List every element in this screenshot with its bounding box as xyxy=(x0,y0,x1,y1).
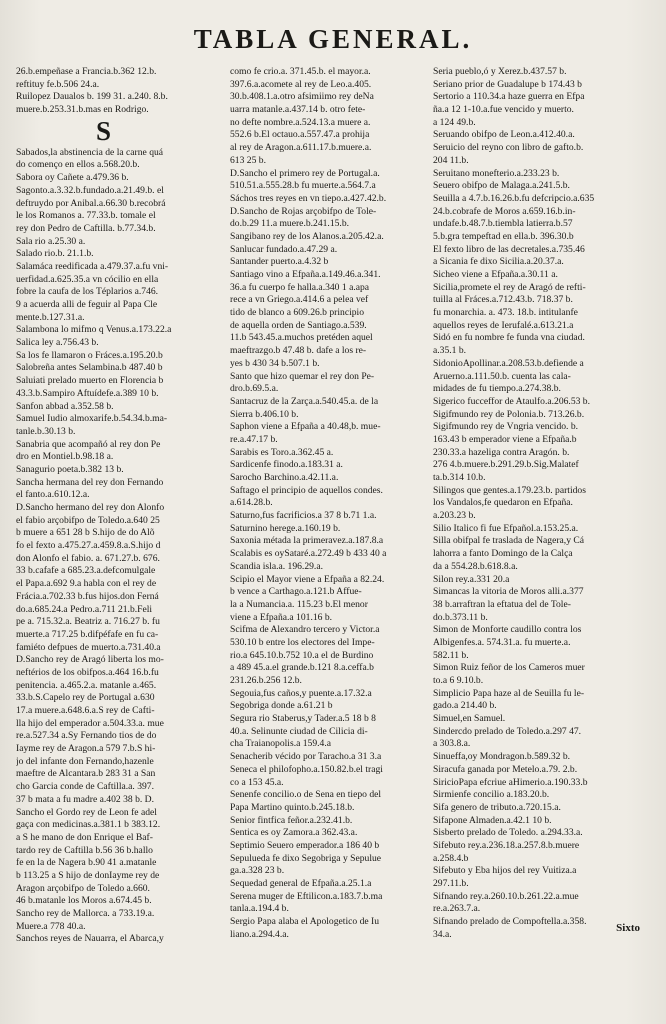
index-entry-line: co a 153 45.a. xyxy=(230,776,284,788)
index-entry-line: Sergio Papa alaba el Apologetico de Iu xyxy=(230,916,380,928)
index-entry-line: Seuilla a 4.7.b.16.26.b.fu defcripcio.a.635 xyxy=(433,192,595,204)
index-entry-line: 40.a. Selinunte ciudad de Cilicia di- xyxy=(230,725,368,737)
index-entry-line: el Papa.a.692 9.a habla con el rey de xyxy=(16,578,157,590)
index-entry-line: 11.b 543.45.a.muchos pretéden aquel xyxy=(230,332,373,344)
index-entry-line: le los Romanos a. 77.33.b. tomale el xyxy=(16,210,156,222)
index-entry-line: ga.a.328 23 b. xyxy=(230,865,285,877)
index-entry-line: a S he mano de don Enrique el Baf- xyxy=(16,831,153,843)
index-entry-line: 36.a fu cuerpo fe halla.a.340 1 a.apa xyxy=(230,281,370,293)
index-entry-line: Sifapone Almaden.a.42.1 10 b. xyxy=(433,814,552,826)
index-entry-line: SidonioApollinar.a.208.53.b.defiende a xyxy=(433,357,584,369)
index-entry-line: 43.3.b.Sampiro Aftuídefe.a.389 10 b. xyxy=(16,387,159,399)
index-entry-line: Sirmienfe concilio a.183.20.b. xyxy=(433,789,550,801)
index-entry-line: Papa Martino quinto.b.245.18.b. xyxy=(230,801,355,813)
index-entry-line: a.35.1 b. xyxy=(433,345,467,357)
index-column-2 xyxy=(230,66,430,941)
index-entry-line: no defte nombre.a.524.13.a muere a. xyxy=(230,116,371,128)
index-entry-line: el fanto.a.610.12.a. xyxy=(16,489,90,501)
index-entry-line: fo el fexto a.475.27.a.459.8.a.S.hijo d xyxy=(16,540,161,552)
index-entry-line: Segouia,fus caños,y puente.a.17.32.a xyxy=(230,687,372,699)
index-entry-line: Scifma de Alexandro tercero y Victor.a xyxy=(230,624,380,636)
index-entry-line: fobre la caufa de los Téplarios a.746. xyxy=(16,286,159,298)
index-entry-line: 5.b.gra tempeftad en ella.b. 396.30.b xyxy=(433,230,574,242)
index-entry-line: Sanabria que acompañó al rey don Pe xyxy=(16,438,161,450)
index-entry-line: a.258.4.b xyxy=(433,852,469,864)
index-entry-line: Sala rio a.25.30 a. xyxy=(16,235,86,247)
index-entry-line: 552.6 b.El octauo.a.557.47.a prohija xyxy=(230,129,370,141)
index-entry-line: D.Sancho de Rojas arçobifpo de Tole- xyxy=(230,205,377,217)
index-entry-line: jo del infante don Fernando,hazenle xyxy=(16,755,154,767)
index-entry-line: lla hijo del emperador a.504.33.a. mue xyxy=(16,717,164,729)
index-entry-line: Senior fintfica feñor.a.232.41.b. xyxy=(230,814,353,826)
index-entry-line: Saftago el principio de aquellos condes. xyxy=(230,484,383,496)
index-entry-line: re.a.47.17 b. xyxy=(230,433,278,445)
index-entry-line: 34.a. xyxy=(433,928,452,940)
index-entry-line: do.b.373.11 b. xyxy=(433,611,488,623)
index-entry-line: viene a Efpaña.a 101.16 b. xyxy=(230,611,333,623)
index-entry-line: Aruerno.a.111.50.b. cuenta las cala- xyxy=(433,370,571,382)
index-entry-line: Seruicio del reyno con libro de gafto.b. xyxy=(433,142,584,154)
index-entry-line: liano.a.294.4.a. xyxy=(230,928,289,940)
index-entry-line: reftituy fe.b.506 24.a. xyxy=(16,78,100,90)
index-entry-line: midades de fu tiempo.a.274.38.b. xyxy=(433,383,561,395)
index-entry-line: maeftrazgo.b 47.48 b. dafe a los re- xyxy=(230,345,367,357)
index-entry-line: gado.a 214.40 b. xyxy=(433,700,497,712)
column-1-lines-before xyxy=(16,66,226,117)
index-entry-line: Sigifmundo rey de Vngria vencido. b. xyxy=(433,421,579,433)
index-entry-line: Santo que hizo quemar el rey don Pe- xyxy=(230,370,375,382)
index-entry-line: D.Sancho el primero rey de Portugal.a. xyxy=(230,167,380,179)
index-entry-line: el fabio arçobifpo de Toledo.a.640 25 xyxy=(16,514,160,526)
index-entry-line: Silla obifpal fe traslada de Nagera,y Cá xyxy=(433,535,585,547)
page-title: TABLA GENERAL. xyxy=(193,24,473,54)
index-entry-line: Simon Ruiz feñor de los Cameros muer xyxy=(433,662,585,674)
index-entry-line: Sindercdo prelado de Toledo.a.297 47. xyxy=(433,725,582,737)
index-entry-line: 510.51.a.555.28.b fu muerte.a.564.7.a xyxy=(230,180,376,192)
index-entry-line: to.a 6 9.10.b. xyxy=(433,675,484,686)
index-entry-line: a 303.8.a. xyxy=(433,738,471,750)
index-entry-line: 33.b.S.Capelo rey de Portugal a.630 xyxy=(16,692,155,704)
index-entry-line: Segobriga donde a.61.21 b xyxy=(230,700,333,712)
index-entry-line: Salambona lo mifmo q Venus.a.173.22.a xyxy=(16,324,172,336)
index-entry-line: do.b.29 11.a muere.b.241.15.b. xyxy=(230,218,350,230)
index-entry-line: Septimio Seuero emperador.a 186 40 b xyxy=(230,839,380,851)
index-entry-line: Seneca el philofopho.a.150.82.b.el tragi xyxy=(230,763,383,775)
index-entry-line: 30.b.408.1.a.otro afsimiimo rey deNa xyxy=(230,91,374,103)
index-entry-line: gaça con medicinas.a.381.1 b 383.12. xyxy=(16,819,161,831)
index-entry-line: rey don Pedro de Caftilla. b.77.34.b. xyxy=(16,222,156,234)
index-entry-line: D.Sancho hermano del rey don Alonfo xyxy=(16,502,165,513)
index-entry-line: Salobreña antes Selambina.b 487.40 b xyxy=(16,362,163,374)
index-entry-line: Sentica es oy Zamora.a 362.43.a. xyxy=(230,827,358,839)
index-entry-line: Sepulueda fe dixo Segobriga y Sepulue xyxy=(230,852,382,864)
index-entry-line: Scipio el Mayor viene a Efpaña a 82.24. xyxy=(230,573,385,585)
index-entry-line: 17.a muere.a.648.6.a.S rey de Cafti- xyxy=(16,705,155,716)
index-entry-line: Sicheo viene a Efpaña.a.30.11 a. xyxy=(433,269,558,280)
index-entry-line: Simplicio Papa haze al de Seuilla fu le- xyxy=(433,687,585,699)
index-entry-line: Sa los fe llamaron o Fráces.a.195.20.b xyxy=(16,349,163,361)
index-entry-line: El fexto libro de las decretales.a.735.46 xyxy=(433,243,585,255)
index-entry-line: a.203.23 b. xyxy=(433,510,476,522)
index-entry-line: Sifa genero de tributo.a.720.15.a. xyxy=(433,801,561,813)
index-entry-line: Silio Italico fi fue Efpañol.a.153.25.a. xyxy=(433,522,579,534)
index-entry-line: Iayme rey de Aragon.a 579 7.b.S hi- xyxy=(16,743,156,755)
index-entry-line: deftruydo por Anibal.a.66.30 b.recobrá xyxy=(16,197,166,209)
index-entry-line: 297.11.b. xyxy=(433,878,469,889)
index-entry-line: pe a. 715.32.a. Beatriz a. 716.27 b. fu xyxy=(16,616,160,628)
index-entry-line: Sancho rey de Mallorca. a 733.19.a. xyxy=(16,908,155,919)
index-entry-line: Saxonia métada la primeravez.a.187.8.a xyxy=(230,535,384,547)
index-entry-line: lahorra a fanto Domingo de la Calça xyxy=(433,548,573,560)
index-entry-line: 230.33.a hazeliga contra Aragón. b. xyxy=(433,446,570,458)
index-entry-line: Muere.a 778 40.a. xyxy=(16,920,86,932)
index-entry-line: yes b 430 34 b.507.1 b. xyxy=(230,357,320,369)
index-entry-line: Sinueffa,oy Mondragon.b.589.32 b. xyxy=(433,751,571,763)
index-entry-line: 613 25 b. xyxy=(230,154,266,166)
index-entry-line: rio.a 645.10.b.752 10.a el de Burdino xyxy=(230,649,374,661)
index-entry-line: Seruando obifpo de Leon.a.412.40.a. xyxy=(433,129,575,141)
index-entry-line: a 124 49.b. xyxy=(433,116,476,128)
index-entry-line: Saphon viene a Efpaña a 40.48,b. mue- xyxy=(230,421,381,433)
index-entry-line: de aquella orden de Santiago.a.539. xyxy=(230,319,367,331)
index-entry-line: 26.b.empeñase a Francia.b.362 12.b. xyxy=(16,66,157,77)
index-entry-line: Seria pueblo,ó y Xerez.b.437.57 b. xyxy=(433,66,567,77)
index-entry-line: Frácia.a.702.33 b.fus hijos.don Ferná xyxy=(16,590,159,602)
index-entry-line: b muere a 651 28 b S.hijo de do Alõ xyxy=(16,527,155,539)
index-entry-line: Sardicenfe finodo.a.183.31 a. xyxy=(230,459,343,471)
index-entry-line: Sangibano rey de los Alanos.a.205.42.a. xyxy=(230,230,384,242)
index-entry-line: Senenfe concilio.o de Sena en tiepo del xyxy=(230,789,382,801)
index-entry-line: ta.b.314 10.b. xyxy=(433,472,486,483)
column-1-lines-after xyxy=(16,147,226,946)
index-entry-line: 24.b.cobrafe de Moros a.659.16.b.in- xyxy=(433,205,576,217)
index-entry-line: Salamáca reedificada a.479.37.a.fu vni- xyxy=(16,260,169,272)
index-entry-line: Saturnino herege.a.160.19 b. xyxy=(230,522,341,534)
index-entry-line: Silingos que gentes.a.179.23.b. partidos xyxy=(433,484,586,496)
index-entry-line: dro.b.69.5.a. xyxy=(230,383,279,395)
index-entry-line: Simancas la vitoria de Moros alli.a.377 xyxy=(433,586,584,598)
index-entry-line: 582.11 b. xyxy=(433,649,469,661)
index-entry-line: Sabora oy Cañete a.479.36 b. xyxy=(16,172,129,184)
index-entry-line: Sanagurio poeta.b.382 13 b. xyxy=(16,463,124,475)
index-entry-line: aquellos reyes de Ierufalé.a.613.21.a xyxy=(433,319,574,331)
index-entry-line: muerte.a 717.25 b.difpéfafe en fu ca- xyxy=(16,628,159,640)
index-entry-line: tido de blanco a 609.26.b principio xyxy=(230,307,365,319)
index-entry-line: Sidó en fu nombre fe funda vna ciudad. xyxy=(433,332,585,344)
index-entry-line: Seuero obifpo de Malaga.a.241.5.b. xyxy=(433,180,570,192)
index-entry-line: fe en la de Nagera b.90 41 a.matanle xyxy=(16,857,157,869)
index-entry-line: re.a.263.7.a. xyxy=(433,903,481,915)
index-entry-line: 9 a acuerda alli de feguir al Papa Cle xyxy=(16,299,158,310)
index-entry-line: Silon rey.a.331 20.a xyxy=(433,573,510,585)
index-entry-line: Aragon arçobifpo de Toledo a.660. xyxy=(16,882,150,894)
index-entry-line: penitencia. a.465.2.a. matanle a.465. xyxy=(16,679,157,691)
index-entry-line: Santacruz de la Zarça.a.540.45.a. de la xyxy=(230,395,379,407)
index-entry-line: SiricioPapa efcriue aHimerio.a.190.33.b xyxy=(433,776,588,788)
index-entry-line: maeftre de Alcantara.b 283 31 a San xyxy=(16,768,156,780)
index-entry-line: Seriano prior de Guadalupe b 174.43 b xyxy=(433,78,582,90)
index-entry-line: Sequedad general de Efpaña.a.25.1.a xyxy=(230,878,372,889)
index-entry-line: la a Numancia.a. 115.23 b.El menor xyxy=(230,598,368,610)
index-entry-line: Sanlucar fundado.a.47.29 a. xyxy=(230,243,338,255)
index-entry-line: fu monarchia. a. 473. 18.b. intitulanfe xyxy=(433,307,578,319)
index-entry-line: Albigenfes.a. 574.31.a. fu muerte.a. xyxy=(433,636,571,648)
index-entry-line: Sertorio a 110.34.a haze guerra en Efpa xyxy=(433,91,585,103)
index-entry-line: Sabados,la abstinencia de la carne quá xyxy=(16,146,164,158)
index-entry-line: dro en Montiel.b.98.18 a. xyxy=(16,451,114,463)
index-entry-line: ña.a 12 1-10.a.fue vencido y muerto. xyxy=(433,104,574,116)
index-entry-line: 397.6.a.acomete al rey de Leo.a.405. xyxy=(230,78,372,90)
index-entry-line: Sagonto.a.3.32.b.fundado.a.21.49.b. el xyxy=(16,184,164,196)
index-entry-line: Sancho el Gordo rey de Leon fe adel xyxy=(16,806,157,818)
index-entry-line: undafe.b.48.7.b.tiembla latierra.b.57 xyxy=(433,218,573,230)
index-entry-line: Senacherib vécido por Taracho.a 31 3.a xyxy=(230,751,382,763)
index-entry-line: Sancha hermana del rey don Fernando xyxy=(16,476,164,488)
index-entry-line: cho Garcia conde de Caftilla.a. 397. xyxy=(16,781,154,793)
index-entry-line: muere.b.253.31.b.mas en Rodrigo. xyxy=(16,104,149,116)
index-entry-line: famiéto defpues de muerto.a.731.40.a xyxy=(16,641,161,653)
index-entry-line: tuilla al Fráces.a.712.43.b. 718.37 b. xyxy=(433,294,573,306)
drop-cap-letter: S xyxy=(96,115,112,146)
index-entry-line: do.a.685.24.a Pedro.a.711 21.b.Feli xyxy=(16,603,153,615)
index-entry-line: re.a.527.34 a.Sy Fernando tios de do xyxy=(16,730,157,742)
index-entry-line: Siracufa ganada por Metelo.a.79. 2.b. xyxy=(433,763,578,775)
index-entry-line: 530.10 b entre los electores del Impe- xyxy=(230,636,375,648)
index-entry-line: uerfidad.a.625.35.a vn cócilio en ella xyxy=(16,273,159,285)
index-entry-line: Sanfon abbad a.352.58 b. xyxy=(16,400,114,412)
index-entry-line: Seruitano monefterio.a.233.23 b. xyxy=(433,167,560,179)
index-entry-line: Sisberto prelado de Toledo. a.294.33.a. xyxy=(433,827,583,839)
index-entry-line: Sifnando prelado de Compoftella.a.358. xyxy=(433,916,587,928)
index-entry-line: Saturno,fus facrificios.a 37 8 b.71 1.a. xyxy=(230,510,377,522)
index-entry-line: D.Sancho rey de Aragó liberta los mo- xyxy=(16,654,164,666)
index-entry-line: Sifebuto rey.a.236.18.a.257.8.b.muere xyxy=(433,839,580,851)
index-entry-line: rece a vn Griego.a.414.6 a pelea vef xyxy=(230,294,369,306)
index-entry-line: mente.b.127.31.a. xyxy=(16,311,85,323)
index-entry-line: Santiago vino a Efpaña.a.149.46.a.341. xyxy=(230,269,381,280)
index-entry-line: al rey de Aragon.a.611.17.b.muere.a. xyxy=(230,142,372,154)
index-entry-line: tanla.a.194.4 b. xyxy=(230,903,289,915)
index-column-3 xyxy=(433,66,649,941)
index-entry-line: Saluiati prelado muerto en Florencia b xyxy=(16,375,164,387)
index-entry-line: cha Traianopolis.a 159.4.a xyxy=(230,738,331,750)
index-entry-line: tardo rey de Caftilla b.56 36 b.hallo xyxy=(16,844,153,856)
index-entry-line: b vence a Carthago.a.121.b Affue- xyxy=(230,586,362,598)
index-entry-line: como fe crio.a. 371.45.b. el mayor.a. xyxy=(230,66,371,77)
index-entry-line: Simon de Monforte caudillo contra los xyxy=(433,624,582,636)
index-entry-line: Sigerico fucceffor de Ataulfo.a.206.53 b. xyxy=(433,395,591,407)
index-entry-line: Serena muger de Eftilicon.a.183.7.b.ma xyxy=(230,890,383,902)
index-entry-line: Scalabis es oySataré.a.272.49 b 433 40 a xyxy=(230,548,387,560)
catchword: Sixto xyxy=(616,922,640,934)
index-entry-line: da a 554.28.b.618.8.a. xyxy=(433,560,518,572)
index-entry-line: 163.43 b emperador viene a Efpaña.b xyxy=(433,433,577,445)
index-entry-line: Scandia isla.a. 196.29.a. xyxy=(230,560,323,572)
index-entry-line: Simuel,en Samuel. xyxy=(433,713,506,725)
index-entry-line: do començo en ellos a.568.20.b. xyxy=(16,159,140,171)
index-entry-line: Sanchos reyes de Nauarra, el Abarca,y xyxy=(16,933,164,945)
index-entry-line: b 113.25 a S hijo de donIayme rey de xyxy=(16,869,160,881)
index-entry-line: uarra matanle.a.437.14 b. otro fete- xyxy=(230,104,366,116)
index-entry-line: Santander puerto.a.4.32 b xyxy=(230,256,329,268)
index-entry-line: a.614.28.b. xyxy=(230,497,273,509)
index-entry-line: Sifnando rey.a.260.10.b.261.22.a.mue xyxy=(433,890,579,902)
index-entry-line: Ruilopez Daualos b. 199 31. a.240. 8.b. xyxy=(16,91,168,103)
index-entry-line: Sáchos tres reyes en vn tiepo.a.427.42.b. xyxy=(230,192,387,204)
index-column-1 xyxy=(16,66,226,946)
index-entry-line: 46 b.matanle los Moros a.674.45 b. xyxy=(16,895,152,907)
index-entry-line: 231.26.b.256 12.b. xyxy=(230,675,302,686)
index-entry-line: 276 4.b.muere.b.291.29.b.Sig.Malatef xyxy=(433,459,579,471)
index-entry-line: Salica ley a.756.43 b. xyxy=(16,337,99,349)
index-entry-line: Sigifmundo rey de Polonia.b. 713.26.b. xyxy=(433,408,585,420)
index-entry-line: Sifebuto y Eba hijos del rey Vuitiza.a xyxy=(433,865,577,877)
index-entry-line: los Vandalos,fe quedaron en Efpaña. xyxy=(433,497,573,509)
index-entry-line: 33 b.cafafe a 685.23.a.defcomulgale xyxy=(16,565,156,577)
index-entry-line: Sarabis es Toro.a.362.45 a. xyxy=(230,446,334,458)
index-entry-line: Sierra b.406.10 b. xyxy=(230,408,299,420)
index-entry-line: Salado rio.b. 21.1.b. xyxy=(16,248,94,260)
index-entry-line: Sicilia,promete el rey de Aragó de refti- xyxy=(433,281,586,293)
index-entry-line: neftérios de los obifpos.a.464 16.b.fu xyxy=(16,666,159,678)
index-entry-line: 37 b mata a fu madre a.402 38 b. D. xyxy=(16,793,155,805)
index-entry-line: a Sicania fe dixo Sicilia.a.20.37.a. xyxy=(433,256,564,268)
index-entry-line: a 489 45.a.el grande.b.121 8.a.ceffa.b xyxy=(230,662,374,674)
index-entry-line: tanle.b.30.13 b. xyxy=(16,425,76,437)
index-entry-line: don Alonfo el fabio. a. 671.27.b. 676. xyxy=(16,552,160,564)
index-entry-line: 38 b.arraftran la eftatua del de Tole- xyxy=(433,598,571,610)
index-entry-line: Samuel Iudio almoxarife.b.54.34.b.ma- xyxy=(16,413,168,425)
index-entry-line: 204 11.b. xyxy=(433,154,469,166)
index-entry-line: Sarocho Barchino.a.42.11.a. xyxy=(230,472,339,483)
index-entry-line: Segura rio Staberus,y Tader.a.5 18 b 8 xyxy=(230,713,376,725)
